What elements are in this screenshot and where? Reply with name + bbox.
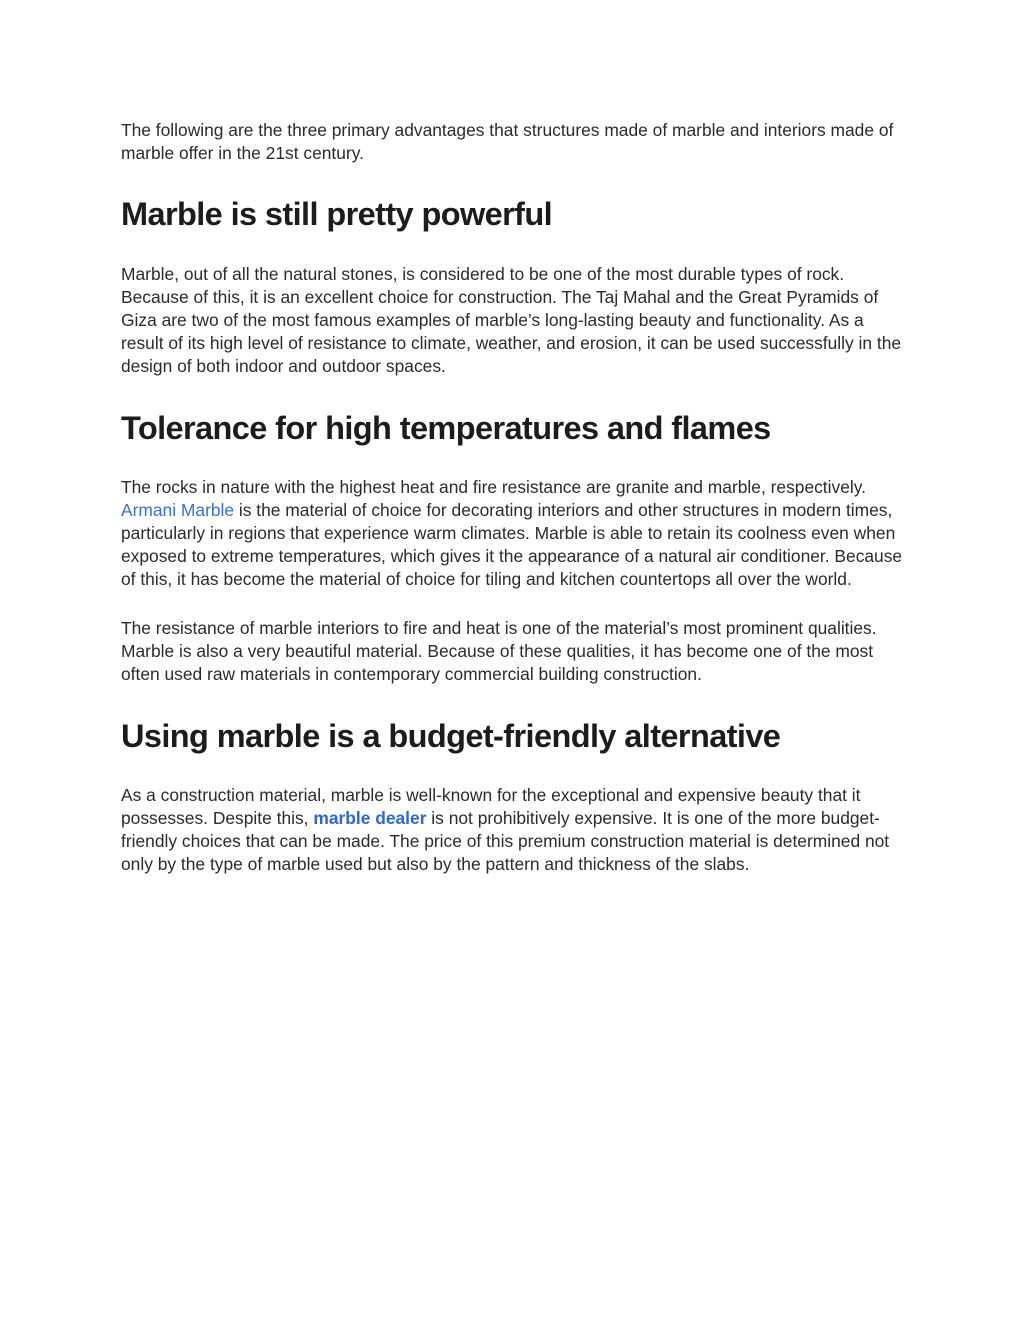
section-paragraph-heat-resistance xyxy=(121,476,911,591)
section-paragraph-budget xyxy=(121,784,911,876)
section-heading-budget: Using marble is a budget-friendly alternative xyxy=(121,718,781,754)
section-heading-durability: Marble is still pretty powerful xyxy=(121,196,553,232)
section-paragraph-durability: Marble, out of all the natural stones, is considered to be one of the most durable types of rock. Because of this, it is an excellent choice for construction. The Taj Mahal and the Great Pyramids of Giza are two of the most famous examples of marble’s long-lasting beauty and functionality. As a result of its high level of resistance to climate, weather, and erosion, it can be used successfully in the design of both indoor and outdoor spaces. xyxy=(121,264,902,376)
marble-dealer-link[interactable]: marble dealer xyxy=(313,808,427,828)
document-page xyxy=(121,119,911,876)
paragraph-text: is not prohibitively expensive. It is one of the more budget-friendly choices that can be made. The price of this premium construction material is determined not only by the type of marble used but also by the pattern and thickness of the slabs. xyxy=(121,808,890,874)
section-paragraph-fire-qualities: The resistance of marble interiors to fire and heat is one of the material’s most prominent qualities. Marble is also a very beautiful material. Because of these qualities, it has become one of the most often used raw materials in contemporary commercial building construction. xyxy=(121,618,877,684)
intro-paragraph: The following are the three primary advantages that structures made of marble and interiors made of marble offer in the 21st century. xyxy=(121,120,894,163)
armani-marble-link[interactable]: Armani Marble xyxy=(121,500,235,520)
paragraph-text: As a construction material, marble is well-known for the exceptional and expensive beauty that it possesses. Despite this, xyxy=(121,785,861,828)
paragraph-text: The rocks in nature with the highest heat and fire resistance are granite and marble, respectively. xyxy=(121,477,866,497)
section-heading-heat-resistance: Tolerance for high temperatures and flames xyxy=(121,410,771,446)
paragraph-text: is the material of choice for decorating interiors and other structures in modern times, particularly in regions that experience warm climates. Marble is able to retain its coolness even when exposed to extreme temperatures, which gives it the appearance of a natural air conditioner. Because of this, it has become the material of choice for tiling and kitchen countertops all over the world. xyxy=(121,500,903,589)
